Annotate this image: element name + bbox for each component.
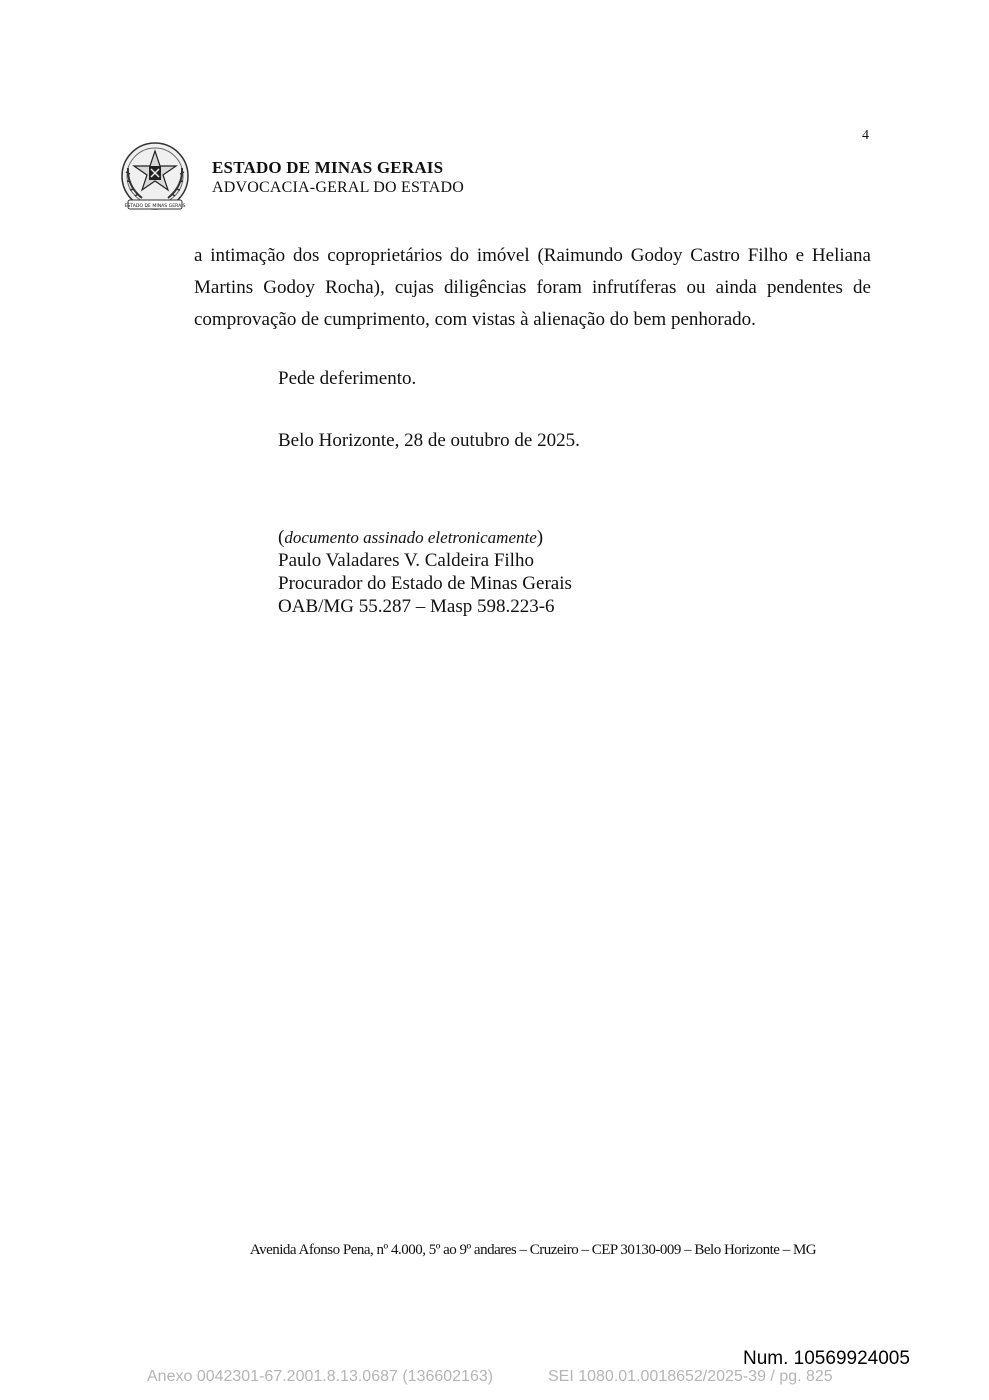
document-number: Num. 10569924005 <box>743 1348 910 1369</box>
coat-of-arms-icon <box>120 142 190 214</box>
signature-note <box>278 526 572 549</box>
signature-note-text: documento assinado eletronicamente <box>284 528 537 547</box>
seal-ribbon-text: ESTADO DE MINAS GERAIS <box>124 204 186 209</box>
page-number: 4 <box>862 128 869 143</box>
closing-line: Pede deferimento. <box>278 368 417 389</box>
signature-block <box>278 526 572 618</box>
footer-address: Avenida Afonso Pena, nº 4.000, 5º ao 9º andares – Cruzeiro – CEP 30130-009 – Belo Horizonte – MG <box>249 1242 817 1258</box>
body-paragraph: a intimação dos coproprietários do imóvel (Raimundo Godoy Castro Filho e Heliana Martins Godoy Rocha), cujas diligências foram infrutíferas ou ainda pendentes de comprovação de cumprimento, com vistas à alienação do bem penhorado. <box>194 245 871 330</box>
sei-reference: SEI 1080.01.0018652/2025-39 / pg. 825 <box>548 1368 833 1385</box>
signatory-title: Procurador do Estado de Minas Gerais <box>278 573 572 594</box>
state-name: ESTADO DE MINAS GERAIS <box>212 158 444 177</box>
signatory-name: Paulo Valadares V. Caldeira Filho <box>278 550 534 571</box>
signatory-registration: OAB/MG 55.287 – Masp 598.223-6 <box>278 596 555 617</box>
date-line: Belo Horizonte, 28 de outubro de 2025. <box>278 430 580 451</box>
signature-note-open: ( <box>278 527 285 548</box>
signature-note-close: ) <box>536 527 544 548</box>
annex-reference: Anexo 0042301-67.2001.8.13.0687 (136602163) <box>147 1368 494 1385</box>
office-name: ADVOCACIA-GERAL DO ESTADO <box>212 179 464 196</box>
